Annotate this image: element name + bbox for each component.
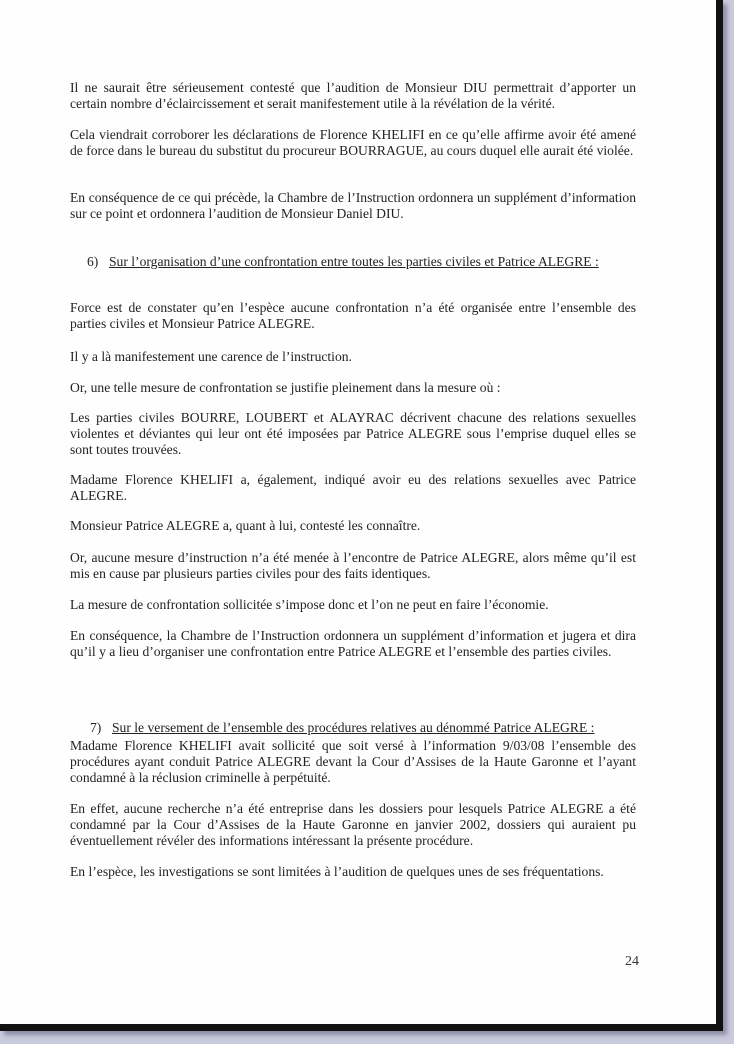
heading-number: 7) [90, 720, 102, 735]
section-heading-6 [87, 254, 599, 270]
paragraph: Madame Florence KHELIFI avait sollicité que soit versé à l’information 9/03/08 l’ensemble des procédures ayant conduit Patrice ALEGRE devant la Cour d’Assises de la Haute Garonne et l’ayant condamné à la réclusion criminelle à perpétuité. [70, 738, 636, 785]
paragraph: En effet, aucune recherche n’a été entreprise dans les dossiers pour lesquels Patrice ALEGRE a été condamné par la Cour d’Assises de la Haute Garonne en janvier 2002, dossiers qui auraient pu éventuellement révéler des informations intéressant la présente procédure. [70, 801, 636, 848]
heading-title: Sur le versement de l’ensemble des procédures relatives au dénommé Patrice ALEGRE : [112, 720, 595, 735]
paragraph: Force est de constater qu’en l’espèce aucune confrontation n’a été organisée entre l’ensemble des parties civiles et Monsieur Patrice ALEGRE. [70, 300, 636, 331]
paragraph: Monsieur Patrice ALEGRE a, quant à lui, contesté les connaître. [70, 518, 421, 533]
paragraph: Madame Florence KHELIFI a, également, indiqué avoir eu des relations sexuelles avec Patrice ALEGRE. [70, 472, 636, 503]
paragraph: Or, aucune mesure d’instruction n’a été menée à l’encontre de Patrice ALEGRE, alors même qu’il est mis en cause par plusieurs parties civiles pour des faits identiques. [70, 550, 636, 581]
heading-number: 6) [87, 254, 99, 269]
paragraph: Il y a là manifestement une carence de l’instruction. [70, 349, 352, 364]
paragraph: Cela viendrait corroborer les déclarations de Florence KHELIFI en ce qu’elle affirme avoir été amené de force dans le bureau du substitut du procureur BOURRAGUE, au cours duquel elle aurait été violée. [70, 127, 636, 158]
paragraph: Il ne saurait être sérieusement contesté que l’audition de Monsieur DIU permettrait d’apporter un certain nombre d’éclaircissement et serait manifestement utile à la révélation de la vérité. [70, 80, 636, 111]
paragraph: La mesure de confrontation sollicitée s’impose donc et l’on ne peut en faire l’économie. [70, 597, 549, 612]
paragraph: En conséquence de ce qui précède, la Chambre de l’Instruction ordonnera un supplément d’information sur ce point et ordonnera l’audition de Monsieur Daniel DIU. [70, 190, 636, 221]
heading-title: Sur l’organisation d’une confrontation entre toutes les parties civiles et Patrice ALEGRE : [109, 254, 599, 269]
paragraph: En l’espèce, les investigations se sont limitées à l’audition de quelques unes de ses fréquentations. [70, 864, 604, 879]
paragraph: En conséquence, la Chambre de l’Instruction ordonnera un supplément d’information et jugera et dira qu’il y a lieu d’organiser une confrontation entre Patrice ALEGRE et l’ensemble des parties civiles. [70, 628, 636, 659]
section-heading-7 [90, 720, 594, 736]
page-number: 24 [625, 954, 639, 969]
paragraph: Or, une telle mesure de confrontation se justifie pleinement dans la mesure où : [70, 380, 501, 395]
paragraph: Les parties civiles BOURRE, LOUBERT et ALAYRAC décrivent chacune des relations sexuelles violentes et déviantes qui leur ont été imposées par Patrice ALEGRE sous l’emprise duquel elles se sont toutes trouvées. [70, 410, 636, 457]
